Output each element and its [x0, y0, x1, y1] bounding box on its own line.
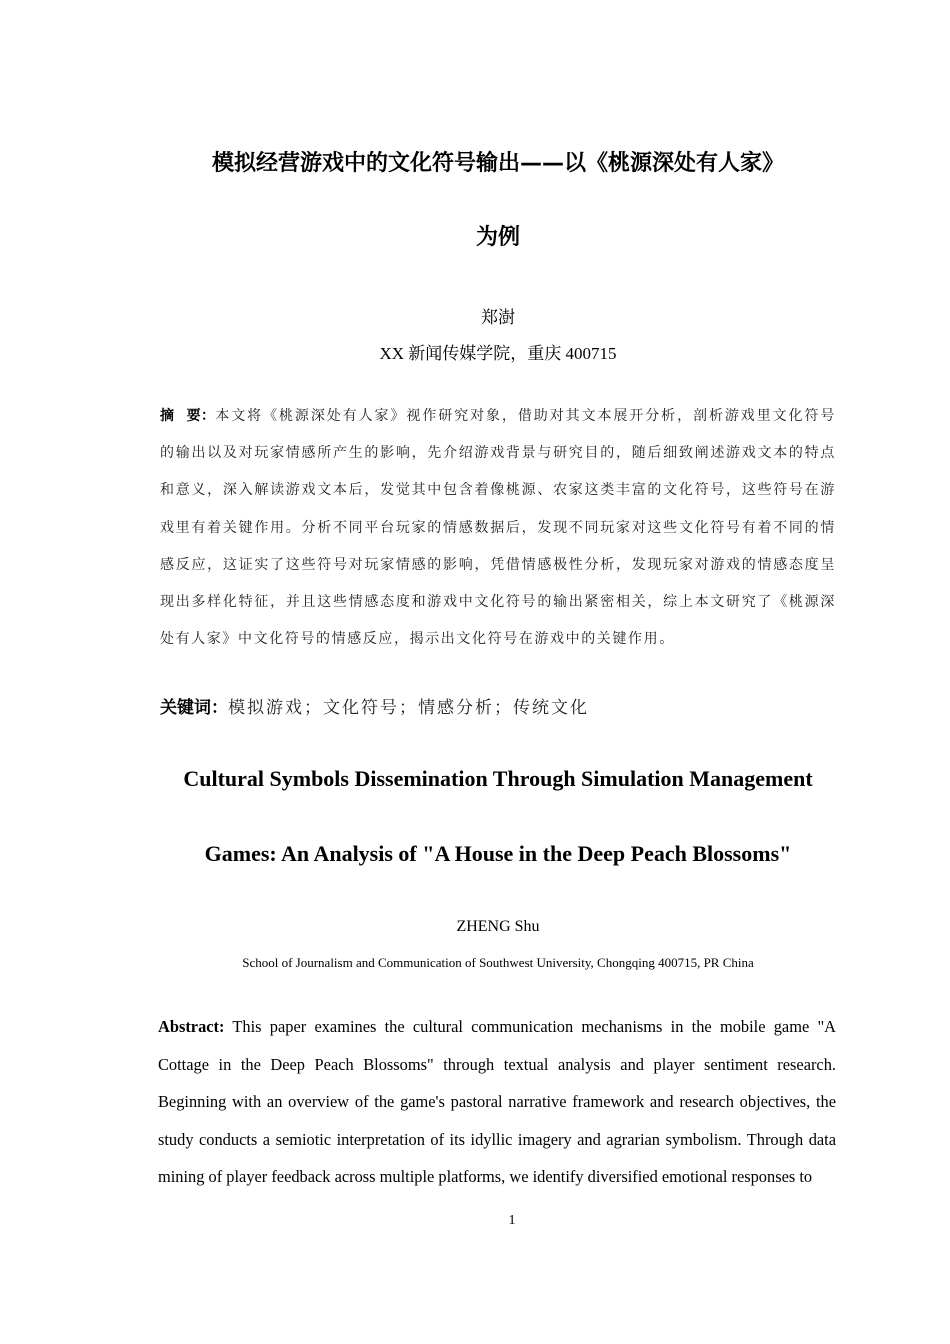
- english-abstract: [158, 1008, 836, 1196]
- chinese-abstract-label: 摘 要：: [160, 408, 216, 424]
- english-abstract-text: This paper examines the cultural communication mechanisms in the mobile game "A Cottage in the Deep Peach Blossoms" through textual analysis and player sentiment research. Beginning with an overview of the game's pastoral narrative framework and research objectives, the study conducts a semiotic interpretation of its idyllic imagery and agrarian symbolism. Through data mining of player feedback across multiple platforms, we identify diversified emotional responses to: [158, 1017, 836, 1186]
- english-author: ZHENG Shu: [456, 918, 540, 935]
- chinese-affiliation: XX 新闻传媒学院，重庆 400715: [379, 344, 617, 363]
- chinese-keywords: [160, 693, 836, 718]
- english-abstract-label: Abstract:: [158, 1017, 225, 1036]
- chinese-abstract: [160, 398, 836, 658]
- chinese-keywords-text: 模拟游戏；文化符号；情感分析；传统文化: [228, 698, 589, 718]
- english-title-line-2: Games: An Analysis of "A House in the Deep Peach Blossoms": [204, 841, 792, 866]
- chinese-title-line-1: 模拟经营游戏中的文化符号输出——以《桃源深处有人家》: [211, 151, 784, 176]
- english-affiliation: School of Journalism and Communication of Southwest University, Chongqing 400715, PR China: [242, 955, 754, 970]
- english-title-line-1: Cultural Symbols Dissemination Through Simulation Management: [183, 766, 813, 791]
- chinese-keywords-label: 关键词：: [160, 698, 228, 718]
- chinese-author: 郑澍: [481, 308, 515, 328]
- page-number: 1: [508, 1213, 516, 1228]
- chinese-title-line-2: 为例: [475, 225, 520, 250]
- chinese-abstract-text: 本文将《桃源深处有人家》视作研究对象，借助对其文本展开分析，剖析游戏里文化符号的输出以及对玩家情感所产生的影响，先介绍游戏背景与研究目的，随后细致阐述游戏文本的特点和意义，深入解读游戏文本后，发觉其中包含着像桃源、农家这类丰富的文化符号，这些符号在游戏里有着关键作用。分析不同平台玩家的情感数据后，发现不同玩家对这些文化符号有着不同的情感反应，这证实了这些符号对玩家情感的影响，凭借情感极性分析，发现玩家对游戏的情感态度呈现出多样化特征，并且这些情感态度和游戏中文化符号的输出紧密相关，综上本文研究了《桃源深处有人家》中文化符号的情感反应，揭示出文化符号在游戏中的关键作用。: [160, 408, 837, 648]
